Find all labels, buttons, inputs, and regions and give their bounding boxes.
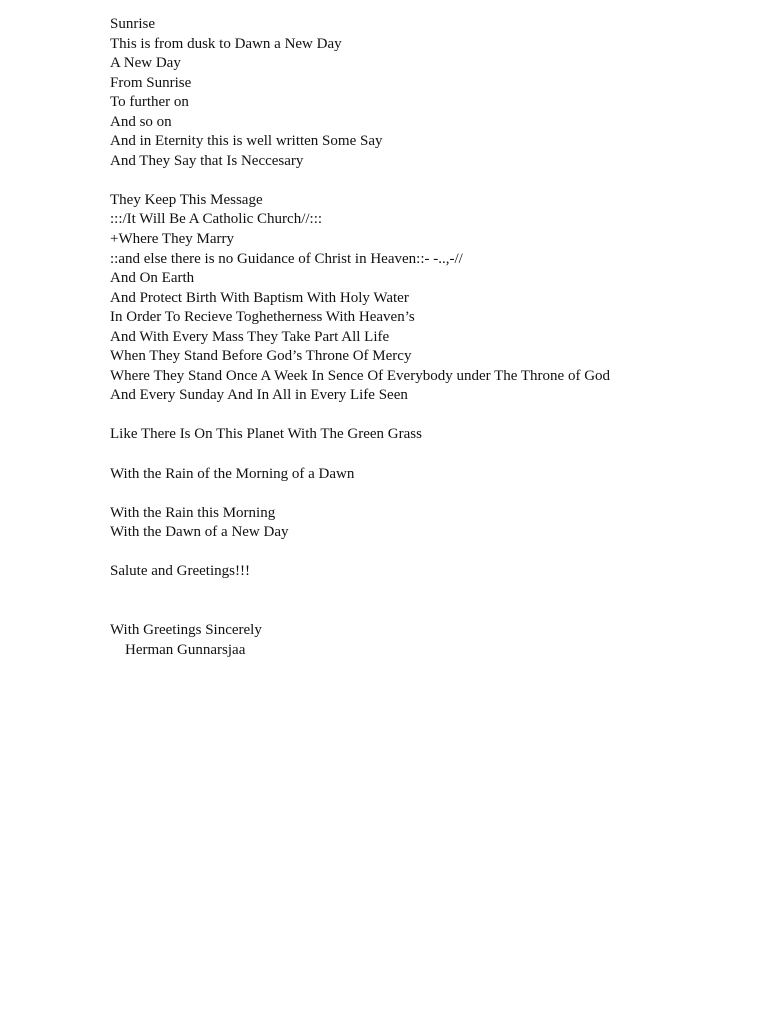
text-line: From Sunrise (110, 74, 192, 91)
text-line: And Every Sunday And In All in Every Life Seen (110, 387, 408, 404)
text-line: Sunrise (110, 16, 155, 32)
text-line: Salute and Greetings!!! (110, 563, 250, 580)
text-line: When They Stand Before God’s Throne Of Mercy (110, 348, 412, 365)
text-line: In Order To Recieve Toghetherness With Heaven’s (110, 309, 415, 326)
text-line: Like There Is On This Planet With The Green Grass (110, 426, 422, 443)
text-line: They Keep This Message (110, 191, 263, 208)
text-line: This is from dusk to Dawn a New Day (110, 35, 342, 52)
document-body (110, 15, 750, 660)
closing-line: With Greetings Sincerely (110, 621, 262, 638)
blank-line (110, 171, 750, 191)
blank-line (110, 445, 750, 465)
text-line: :::/It Will Be A Catholic Church//::: (110, 211, 323, 228)
text-line: And With Every Mass They Take Part All Life (110, 328, 390, 345)
text-line: Where They Stand Once A Week In Sence Of Everybody under The Throne of God (110, 367, 611, 384)
blank-line (110, 484, 750, 504)
text-line: And They Say that Is Neccesary (110, 152, 304, 169)
blank-line (110, 582, 750, 602)
text-line: ::and else there is no Guidance of Christ in Heaven::- -..,-// (110, 250, 463, 267)
text-line: And On Earth (110, 270, 195, 287)
text-line: And Protect Birth With Baptism With Holy Water (110, 289, 409, 306)
text-line: And so on (110, 113, 172, 130)
blank-line (110, 543, 750, 563)
text-line: A New Day (110, 55, 181, 72)
blank-line (110, 406, 750, 426)
signature-name: Herman Gunnarsjaa (125, 641, 246, 658)
text-line: +Where They Marry (110, 231, 234, 248)
text-line: And in Eternity this is well written Some Say (110, 133, 383, 150)
text-line: With the Rain this Morning (110, 504, 276, 521)
blank-line (110, 601, 750, 621)
text-line: With the Dawn of a New Day (110, 524, 289, 541)
text-line: To further on (110, 94, 189, 111)
text-line: With the Rain of the Morning of a Dawn (110, 465, 355, 482)
